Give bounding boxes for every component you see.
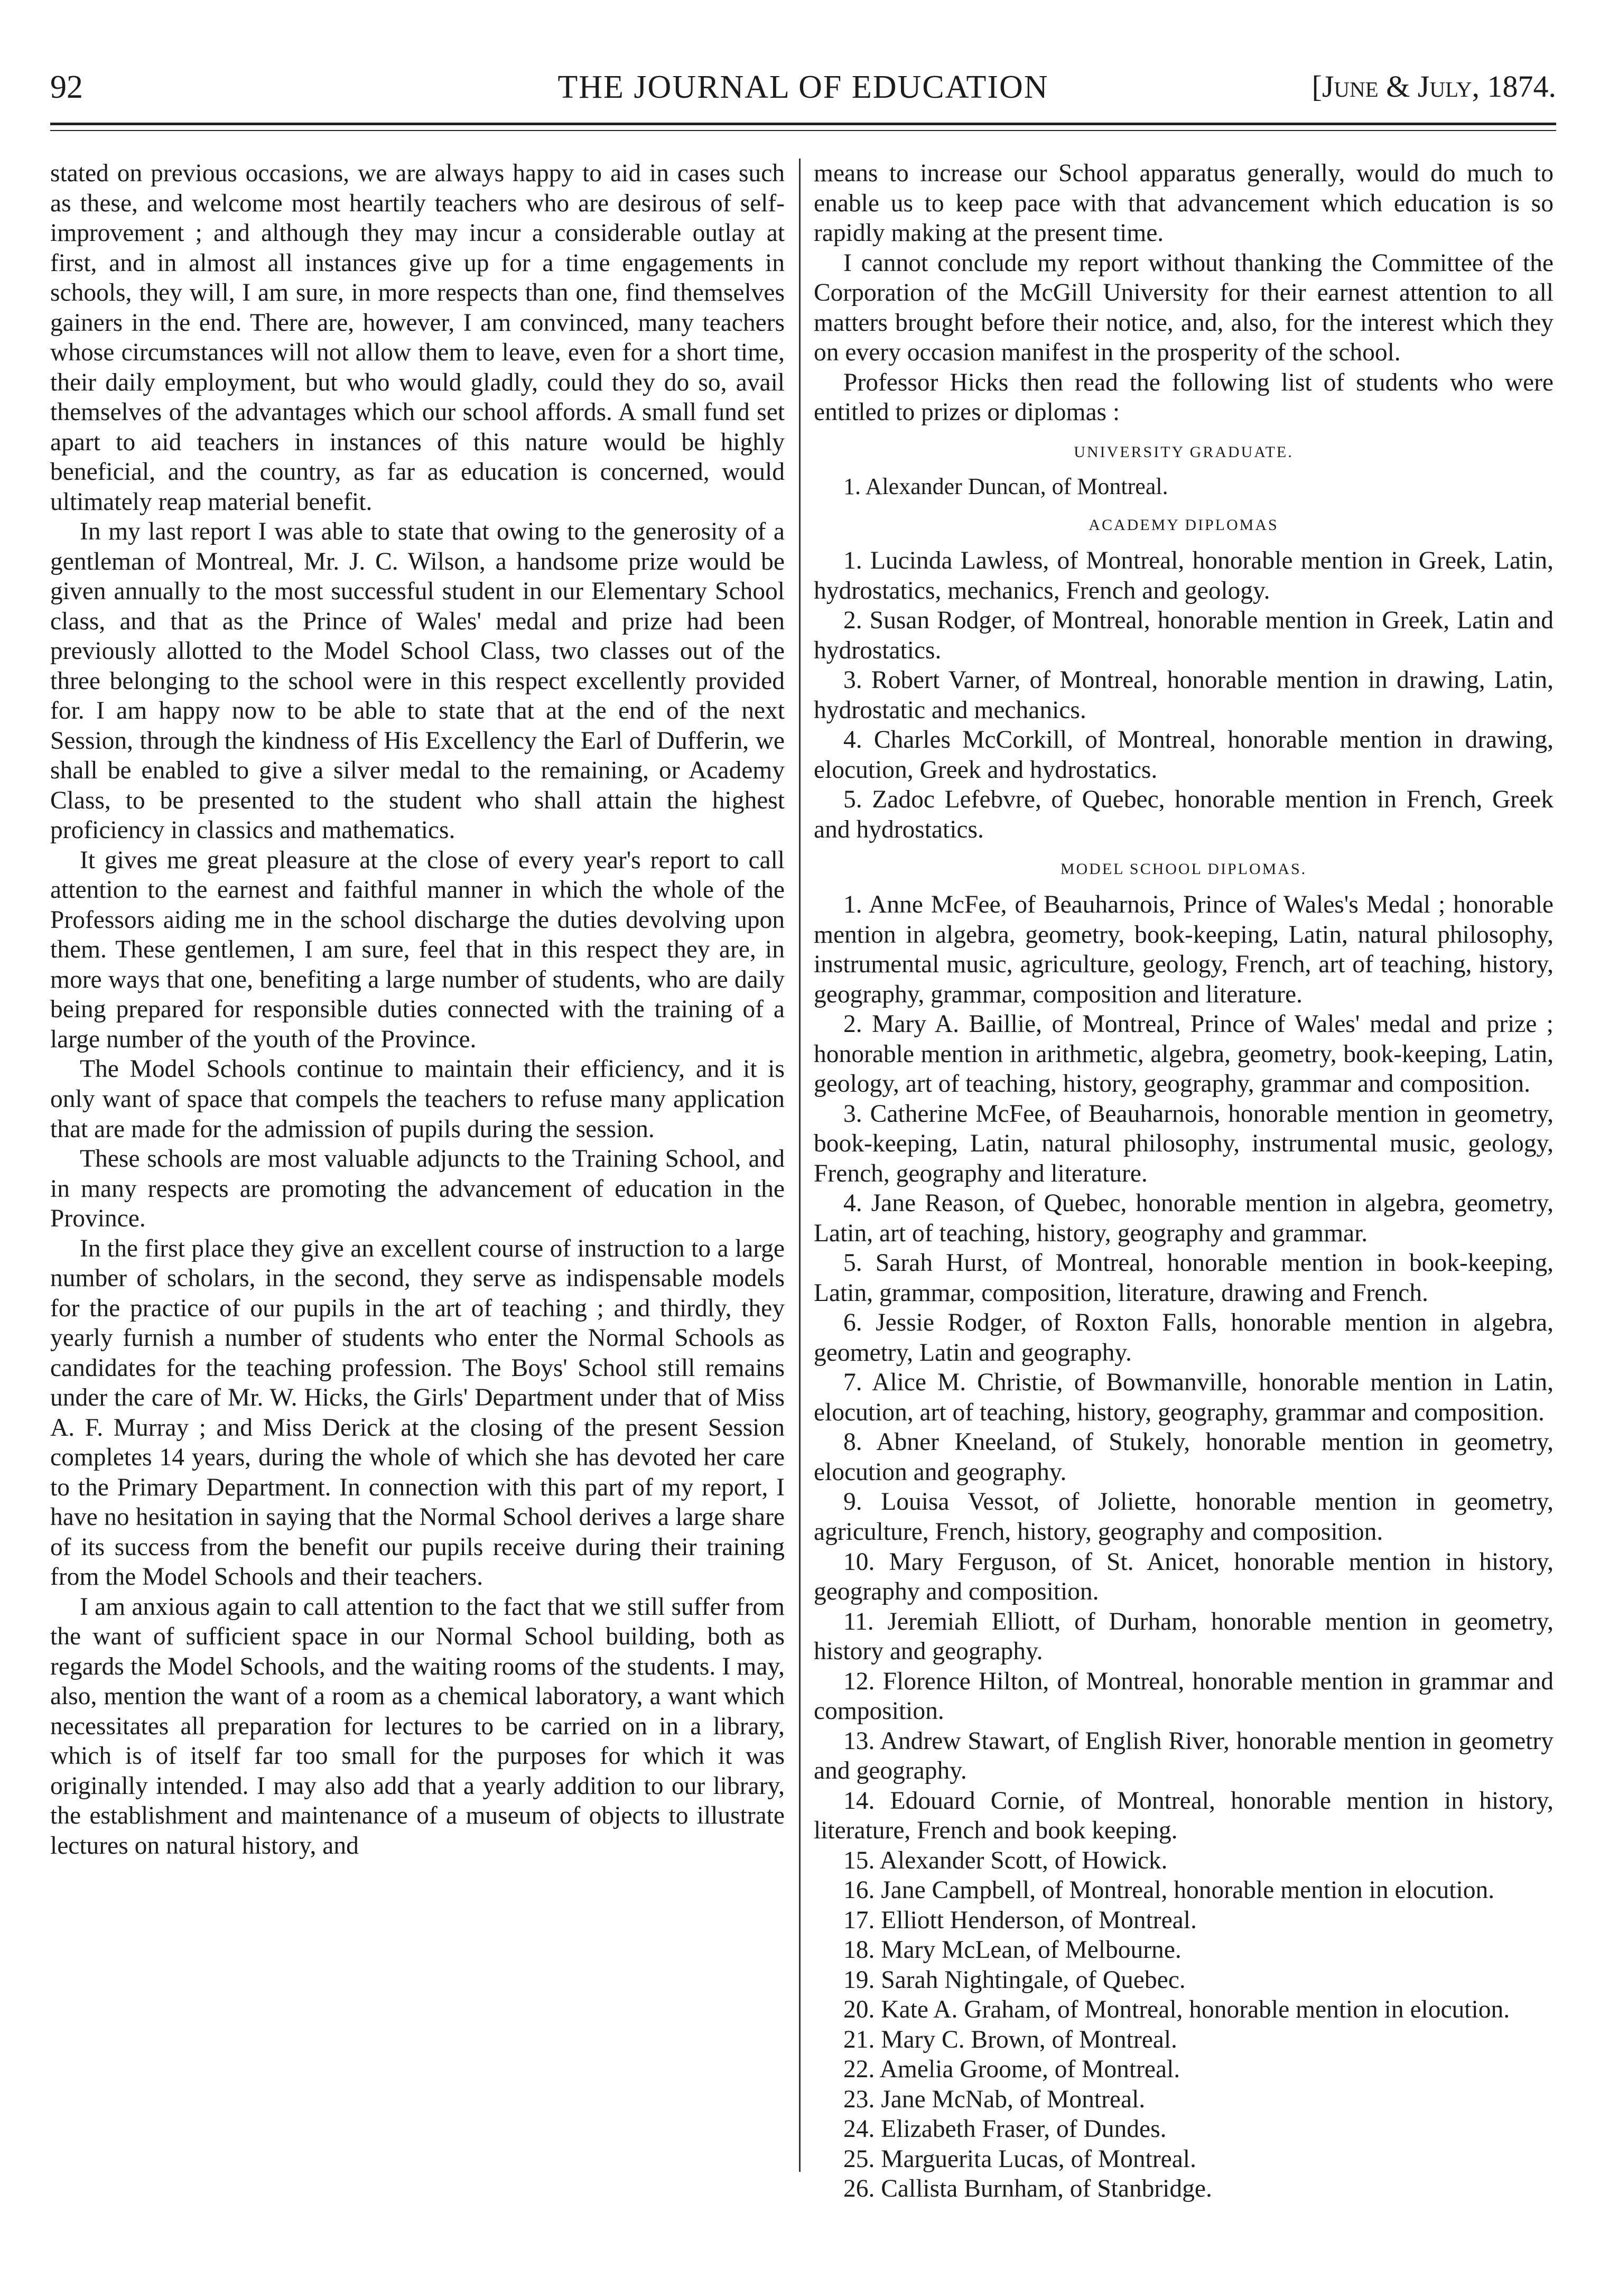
- list-item: 11. Jeremiah Elliott, of Durham, honorable mention in geometry, history and geography.: [814, 1607, 1554, 1666]
- list-item: 2. Susan Rodger, of Montreal, honorable mention in Greek, Latin and hydrostatics.: [814, 607, 1554, 664]
- list-item: 15. Alexander Scott, of Howick.: [843, 1846, 1168, 1874]
- list-item: 25. Marguerita Lucas, of Montreal.: [843, 2145, 1196, 2173]
- list-item: 3. Robert Varner, of Montreal, honorable mention in drawing, Latin, hydrostatic and mechanics.: [814, 666, 1554, 724]
- list-item: 14. Edouard Cornie, of Montreal, honorable mention in history, literature, French and book keeping.: [814, 1787, 1554, 1845]
- list-item: 16. Jane Campbell, of Montreal, honorable mention in elocution.: [843, 1876, 1495, 1904]
- list-item: 7. Alice M. Christie, of Bowmanville, honorable mention in Latin, elocution, art of teaching, history, geography, grammar and composition.: [814, 1369, 1554, 1426]
- column-divider: [799, 159, 801, 2172]
- header-rule-thin: [50, 130, 1556, 131]
- right-column: [814, 159, 1554, 2203]
- list-item: 8. Abner Kneeland, of Stukely, honorable mention in geometry, elocution and geography.: [814, 1428, 1554, 1486]
- paragraph: Professor Hicks then read the following list of students who were entitled to prizes or diplomas :: [814, 368, 1554, 426]
- list-item: 9. Louisa Vessot, of Joliette, honorable mention in geometry, agriculture, French, history, geography and composition.: [814, 1488, 1554, 1546]
- page-number: 92: [50, 69, 83, 105]
- list-item: 5. Sarah Hurst, of Montreal, honorable mention in book-keeping, Latin, grammar, composition, literature, drawing and French.: [814, 1249, 1554, 1307]
- list-item: 3. Catherine McFee, of Beauharnois, honorable mention in geometry, book-keeping, Latin, natural philosophy, instrumental music, geology, French, geography and literature.: [814, 1100, 1554, 1187]
- list-item: 17. Elliott Henderson, of Montreal.: [843, 1906, 1197, 1934]
- list-item: 13. Andrew Stawart, of English River, honorable mention in geometry and geography.: [814, 1727, 1554, 1785]
- section-heading-model-school: MODEL SCHOOL DIPLOMAS.: [1060, 860, 1307, 878]
- list-item: 20. Kate A. Graham, of Montreal, honorable mention in elocution.: [843, 1996, 1510, 2024]
- paragraph: The Model Schools continue to maintain their efficiency, and it is only want of space that compels the teachers to refuse many application that are made for the admission of pupils during the session.: [50, 1055, 785, 1143]
- issue-date: [June & July, 1874.: [1312, 69, 1556, 104]
- list-item: 19. Sarah Nightingale, of Quebec.: [843, 1966, 1186, 1994]
- list-item: 1. Alexander Duncan, of Montreal.: [843, 473, 1168, 499]
- list-item: 5. Zadoc Lefebvre, of Quebec, honorable mention in French, Greek and hydrostatics.: [814, 786, 1554, 843]
- list-item: 18. Mary McLean, of Melbourne.: [843, 1936, 1182, 1964]
- list-item: 26. Callista Burnham, of Stanbridge.: [843, 2175, 1212, 2203]
- list-item: 6. Jessie Rodger, of Roxton Falls, honorable mention in algebra, geometry, Latin and geography.: [814, 1309, 1554, 1367]
- list-item: 21. Mary C. Brown, of Montreal.: [843, 2025, 1177, 2053]
- paragraph: In my last report I was able to state that owing to the generosity of a gentleman of Montreal, Mr. J. C. Wilson, a handsome prize would be given annually to the most successful student in our Elementary School class, and that as the Prince of Wales' medal and prize had been previously allotted to the Model School Class, two classes out of the three belonging to the school were in this respect excellently provided for. I am happy now to be able to state that at the end of the next Session, through the kindness of His Excellency the Earl of Dufferin, we shall be enabled to give a silver medal to the remaining, or Academy Class, to be presented to the student who shall attain the highest proficiency in classics and mathematics.: [50, 518, 785, 844]
- paragraph: I am anxious again to call attention to the fact that we still suffer from the want of sufficient space in our Normal School building, both as regards the Model Schools, and the waiting rooms of the students. I may, also, mention the want of a room as a chemical laboratory, a want which necessitates all preparation for lectures to be carried on in a library, which is of itself far too small for the purposes for which it was originally intended. I may also add that a yearly addition to our library, the establishment and maintenance of a museum of objects to illustrate lectures on natural history, and: [50, 1593, 785, 1860]
- section-heading-academy: ACADEMY DIPLOMAS: [1089, 516, 1279, 534]
- list-item: 10. Mary Ferguson, of St. Anicet, honorable mention in history, geography and composition.: [814, 1548, 1554, 1606]
- page-header: [50, 57, 1556, 120]
- left-column: [50, 159, 785, 2182]
- paragraph: I cannot conclude my report without thanking the Committee of the Corporation of the McGill University for their earnest attention to all matters brought before their notice, and, also, for the interest which they on every occasion manifest in the prosperity of the school.: [814, 249, 1554, 367]
- paragraph: stated on previous occasions, we are always happy to aid in cases such as these, and welcome most heartily teachers who are desirous of self-improvement ; and although they may incur a considerable outlay at first, and in almost all instances give up for a time engagements in schools, they will, I am sure, in more respects than one, find themselves gainers in the end. There are, however, I am convinced, many teachers whose circumstances will not allow them to leave, even for a short time, their daily employment, but who would gladly, could they do so, avail themselves of the advantages which our school affords. A small fund set apart to aid teachers in instances of this nature would be highly beneficial, and the country, as far as education is concerned, would ultimately reap material benefit.: [50, 160, 785, 516]
- list-item: 23. Jane McNab, of Montreal.: [843, 2085, 1146, 2113]
- list-item: 4. Jane Reason, of Quebec, honorable mention in algebra, geometry, Latin, art of teaching, history, geography and grammar.: [814, 1189, 1554, 1247]
- list-item: 1. Anne McFee, of Beauharnois, Prince of Wales's Medal ; honorable mention in algebra, geometry, book-keeping, Latin, natural philosophy, instrumental music, agriculture, geology, French, art of teaching, history, geography, grammar, composition and literature.: [814, 891, 1554, 1008]
- list-item: 22. Amelia Groome, of Montreal.: [843, 2056, 1180, 2084]
- header-rule-thick: [50, 123, 1556, 125]
- paragraph: These schools are most valuable adjuncts to the Training School, and in many respects are promoting the advancement of education in the Province.: [50, 1145, 785, 1233]
- list-item: 2. Mary A. Baillie, of Montreal, Prince of Wales' medal and prize ; honorable mention in arithmetic, algebra, geometry, book-keeping, Latin, geology, art of teaching, history, geography, grammar and composition.: [814, 1010, 1554, 1098]
- list-item: 4. Charles McCorkill, of Montreal, honorable mention in drawing, elocution, Greek and hydrostatics.: [814, 726, 1554, 784]
- list-item: 12. Florence Hilton, of Montreal, honorable mention in grammar and composition.: [814, 1667, 1554, 1725]
- paragraph: In the first place they give an excellent course of instruction to a large number of scholars, in the second, they serve as indispensable models for the practice of our pupils in the art of teaching ; and thirdly, they yearly furnish a number of students who enter the Normal Schools as candidates for the teaching profession. The Boys' School still remains under the care of Mr. W. Hicks, the Girls' Department under that of Miss A. F. Murray ; and Miss Derick at the closing of the present Session completes 14 years, during the whole of which she has devoted her care to the Primary Department. In connection with this part of my report, I have no hesitation in saying that the Normal School derives a large share of its success from the benefit our pupils receive during their training from the Model Schools and their teachers.: [50, 1234, 785, 1591]
- section-heading-university: UNIVERSITY GRADUATE.: [1074, 443, 1294, 461]
- list-item: 1. Lucinda Lawless, of Montreal, honorable mention in Greek, Latin, hydrostatics, mechanics, French and geology.: [814, 547, 1554, 605]
- paragraph: means to increase our School apparatus generally, would do much to enable us to keep pace with that advancement which education is so rapidly making at the present time.: [814, 160, 1554, 247]
- paragraph: It gives me great pleasure at the close of every year's report to call attention to the earnest and faithful manner in which the whole of the Professors aiding me in the school discharge the duties devolving upon them. These gentlemen, I am sure, feel that in this respect they are, in more ways that one, benefiting a large number of students, who are daily being prepared for responsible duties connected with the training of a large number of the youth of the Province.: [50, 846, 785, 1053]
- list-item: 24. Elizabeth Fraser, of Dundes.: [843, 2115, 1167, 2143]
- journal-title: THE JOURNAL OF EDUCATION: [557, 69, 1049, 105]
